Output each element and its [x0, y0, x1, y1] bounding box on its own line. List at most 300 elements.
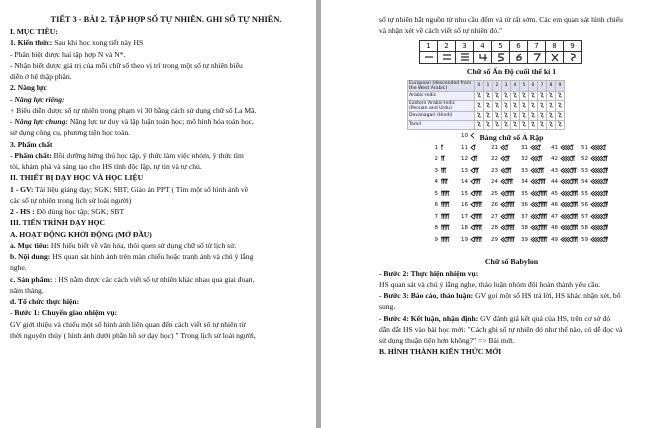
numeral-glyph-icon [539, 112, 545, 118]
text-run: Tài liệu giảng dạy; SGK; SBT; Giáo án PPT ( Tìm một số hình ảnh về [33, 184, 249, 194]
indian-glyph-cell [529, 91, 538, 100]
babylon-number-label: 55 [581, 190, 588, 197]
cuneiform-icon [470, 190, 488, 197]
indian-glyph-cell [538, 120, 547, 129]
indian-glyph-cell [529, 120, 538, 129]
numeral-glyph-icon [503, 121, 509, 127]
numeral-glyph-icon [530, 102, 536, 108]
indian-glyph-cell [538, 111, 547, 120]
babylon-numeral [519, 144, 548, 151]
text-line [10, 296, 308, 307]
numeral-glyph-icon [548, 102, 554, 108]
babylon-number-label: 38 [521, 225, 528, 231]
babylon-number-label: 44 [551, 179, 558, 185]
text-line [10, 71, 308, 82]
text-run: tòi, khám phá và sáng tạo cho HS tính độc lập, tự tin và tự chủ. [10, 162, 202, 171]
text-run: Bồi dưỡng hứng thú học tập, ý thức làm việc nhóm, ý thức tìm [51, 150, 244, 160]
indian-glyph-cell [547, 120, 556, 129]
babylon-numeral [429, 167, 458, 174]
babylon-number-label: 23 [491, 167, 498, 174]
cuneiform-icon [500, 155, 518, 162]
indian-glyph-cell [556, 100, 565, 111]
numeral-glyph-icon [485, 112, 491, 118]
indian-row [408, 100, 565, 111]
primitive-digit-table [419, 40, 582, 64]
text-line [10, 150, 308, 161]
indian-glyph-cell [475, 100, 484, 111]
text-run: c. Sản phẩm: [10, 274, 53, 284]
text-run: Đồ dùng học tập; SGK; SBT [34, 207, 125, 216]
cuneiform-icon [500, 167, 518, 174]
babylon-numeral [489, 155, 518, 162]
indian-glyph-cell [475, 91, 484, 100]
babylon-number-label: 34 [521, 179, 528, 185]
indian-row [408, 120, 565, 129]
cuneiform-icon [500, 201, 518, 208]
babylon-numeral [549, 155, 578, 162]
text-line [10, 127, 308, 138]
text-run: sung. [379, 302, 396, 312]
cuneiform-icon [530, 190, 548, 197]
babylon-numeral [459, 224, 488, 231]
indian-glyph-cell [484, 120, 493, 129]
babylon-number-label: 3 [434, 167, 438, 174]
text-run: HS hiểu biết về văn hóa, thói quen sử dụng chữ số từ lịch sử. [49, 240, 237, 250]
cuneiform-icon [440, 178, 458, 185]
digit-glyph-cell [492, 51, 510, 63]
text-line [10, 26, 308, 37]
text-run: sử dụng công cụ, phương tiện học toán. [10, 128, 131, 138]
babylon-numeral [519, 167, 548, 174]
cuneiform-icon [590, 155, 608, 162]
indian-glyph-cell [475, 120, 484, 129]
text-line [10, 319, 308, 330]
digit-number-cell: 8 [546, 40, 564, 51]
numeral-glyph-icon [485, 121, 491, 127]
indian-header-cell: European (descended from the West Arabic) [408, 80, 475, 91]
digit-glyph-row [420, 51, 582, 63]
babylon-numeral [459, 201, 488, 208]
babylon-number-label: 2 [434, 156, 438, 162]
babylon-numeral [549, 201, 578, 208]
text-line [379, 335, 644, 346]
babylon-number-label: 53 [581, 167, 588, 174]
indian-glyph-cell [493, 111, 502, 120]
babylon-numeral [489, 167, 518, 174]
digit-glyph-cell [474, 51, 492, 63]
cuneiform-icon [500, 236, 518, 243]
babylon-numeral [549, 213, 578, 220]
indian-header-cell: 5 [520, 80, 529, 91]
babylon-numeral [489, 190, 518, 197]
indian-glyph-cell [556, 111, 565, 120]
babylon-numeral [459, 132, 488, 139]
text-line [379, 279, 644, 290]
digit-glyph-cell [528, 51, 546, 63]
digit-glyph-cell [420, 51, 438, 63]
cuneiform-icon [590, 167, 608, 174]
cuneiform-icon [470, 236, 488, 243]
cuneiform-icon [560, 201, 578, 208]
text-run: HS quan sát và chú ý lắng nghe, thảo luận nhóm đôi hoàn thành yêu cầu. [379, 279, 601, 289]
cuneiform-icon [440, 190, 458, 197]
text-run: nghe. [10, 263, 27, 273]
indian-glyph-cell [556, 120, 565, 129]
numeral-glyph-icon [557, 92, 563, 98]
babylon-number-label: 48 [551, 225, 558, 231]
cuneiform-icon [440, 144, 458, 151]
babylon-number-label: 57 [581, 213, 588, 220]
numeral-glyph-icon [548, 92, 554, 98]
indian-glyph-cell [547, 91, 556, 100]
numeral-glyph-icon [521, 112, 527, 118]
babylon-numeral [429, 178, 458, 185]
indian-header-cell: 7 [538, 80, 547, 91]
indian-glyph-cell [520, 100, 529, 111]
cuneiform-icon [500, 190, 518, 197]
babylon-numeral [519, 213, 548, 220]
text-line [379, 290, 644, 301]
indian-row-label: Arabic-Indic [408, 91, 475, 100]
babylon-number-label: 24 [491, 179, 498, 185]
babylon-numeral [519, 236, 548, 243]
text-run: diễn ở hệ thập phân. [10, 72, 72, 81]
text-run: b. Nội dung: [10, 252, 51, 261]
digit-number-cell: 5 [492, 40, 510, 51]
cuneiform-icon [560, 144, 578, 151]
text-run: Sau khi học xong tiết này HS [52, 38, 144, 48]
text-line [10, 262, 308, 273]
text-line [379, 346, 644, 357]
digit-number-cell: 4 [474, 40, 492, 51]
indian-row [408, 111, 565, 120]
text-line [10, 184, 308, 195]
cuneiform-icon [530, 224, 548, 231]
babylon-number-label: 17 [461, 213, 468, 220]
indian-glyph-cell [556, 91, 565, 100]
numeral-glyph-icon [503, 92, 509, 98]
ancient-digit-icon [441, 52, 453, 63]
indian-glyph-cell [502, 91, 511, 100]
babylon-number-label: 33 [521, 167, 528, 174]
digit-number-cell: 1 [420, 40, 438, 51]
indian-glyph-cell [502, 111, 511, 120]
babylon-numeral [519, 224, 548, 231]
text-run: - Năng lực chung: [10, 117, 68, 126]
text-run: thời nguyên thủy ( hình ảnh dưới phần hồ sơ dạy học) " Trong lịch sử loài người, [10, 330, 256, 340]
numeral-glyph-icon [485, 92, 491, 98]
text-line [379, 324, 644, 335]
numeral-glyph-icon [503, 112, 509, 118]
cuneiform-icon [560, 224, 578, 231]
text-run: - Phân biệt được hai tập hợp N và N*. [10, 49, 126, 59]
cuneiform-icon [440, 224, 458, 231]
babylon-number-label: 35 [521, 190, 528, 197]
text-run: d. Tổ chức thực hiện: [10, 297, 80, 306]
cuneiform-icon [590, 201, 608, 208]
cuneiform-icon [500, 213, 518, 220]
indian-header-cell: 4 [511, 80, 520, 91]
cuneiform-icon [560, 190, 578, 197]
numeral-glyph-icon [476, 102, 482, 108]
numeral-glyph-icon [521, 92, 527, 98]
text-line [10, 285, 308, 296]
numeral-glyph-icon [476, 112, 482, 118]
babylon-numeral [519, 178, 548, 185]
numeral-glyph-icon [539, 121, 545, 127]
indian-header-row [408, 80, 565, 91]
numeral-glyph-icon [521, 121, 527, 127]
text-line [10, 229, 308, 240]
text-line [10, 307, 308, 318]
babylon-numeral [429, 236, 458, 243]
cuneiform-icon [470, 201, 488, 208]
numeral-glyph-icon [494, 102, 500, 108]
indian-row-label: Devanagari (Hindi) [408, 111, 475, 120]
numeral-glyph-icon [512, 121, 518, 127]
babylon-number-label: 32 [521, 156, 528, 162]
cuneiform-icon [470, 155, 488, 162]
babylon-number-label: 29 [491, 236, 498, 243]
text-line [10, 60, 308, 71]
indian-glyph-cell [538, 91, 547, 100]
numeral-glyph-icon [557, 102, 563, 108]
indian-glyph-cell [529, 111, 538, 120]
text-run: B. HÌNH THÀNH KIẾN THỨC MỚI [379, 347, 502, 357]
text-line [10, 37, 308, 48]
babylon-number-label: 56 [581, 202, 588, 208]
numeral-glyph-icon [521, 102, 527, 108]
ancient-digit-icon [567, 52, 579, 63]
cuneiform-icon [440, 155, 458, 162]
cuneiform-icon [590, 144, 608, 151]
text-line [10, 251, 308, 262]
cuneiform-icon [470, 213, 488, 220]
numeral-glyph-icon [476, 92, 482, 98]
document-page-left [0, 0, 316, 428]
text-run: - Bước 4: Kết luận, nhận định: [379, 313, 479, 323]
ancient-digit-icon [423, 52, 435, 63]
babylon-number-label: 28 [491, 225, 498, 231]
text-run: II. THIẾT BỊ DẠY HỌC VÀ HỌC LIỆU [10, 173, 144, 183]
text-run: HS quan sát hình ảnh trên màn chiếu hoặc tranh ảnh và chú ý lắng [50, 252, 254, 261]
cuneiform-icon [470, 224, 488, 231]
babylon-number-label: 52 [581, 156, 588, 162]
indian-glyph-cell [502, 100, 511, 111]
right-body [379, 268, 644, 358]
indian-glyph-cell [484, 91, 493, 100]
text-line [10, 105, 308, 116]
babylon-number-label: 49 [551, 236, 558, 243]
text-run: GV giới thiệu và chiếu một số hình ảnh liên quan đến cách viết số tự nhiên từ [10, 319, 246, 329]
babylon-number-label: 19 [461, 236, 468, 243]
digit-number-cell: 3 [456, 40, 474, 51]
babylon-numeral [579, 213, 608, 220]
babylon-numeral [459, 178, 488, 185]
lesson-title: TIẾT 3 - BÀI 2. TẬP HỢP SỐ TỰ NHIÊN. GHI SỐ TỰ NHIÊN. [50, 15, 282, 24]
cuneiform-icon [500, 144, 518, 151]
ancient-digit-icon [549, 52, 561, 63]
babylon-numeral [459, 144, 488, 151]
babylon-number-label: 22 [491, 156, 498, 162]
text-run: A. HOẠT ĐỘNG KHỞI ĐỘNG (MỞ ĐẦU) [10, 229, 152, 239]
babylon-numeral [429, 224, 458, 231]
cuneiform-icon [530, 167, 548, 174]
text-run: 2 - HS : [10, 207, 35, 216]
babylon-numeral [459, 167, 488, 174]
cuneiform-icon [530, 236, 548, 243]
babylon-numeral [459, 190, 488, 197]
indian-glyph-cell [511, 100, 520, 111]
digit-number-row [420, 40, 582, 51]
indian-header-cell: 8 [547, 80, 556, 91]
babylon-number-label: 58 [581, 225, 588, 231]
document-page-right [321, 0, 650, 428]
cuneiform-icon [530, 178, 548, 185]
babylon-number-label: 37 [521, 213, 528, 220]
text-run: 3. Phẩm chất [10, 139, 53, 149]
numeral-glyph-icon [494, 112, 500, 118]
babylon-numeral [429, 190, 458, 197]
numeral-glyph-icon [512, 112, 518, 118]
text-line [10, 206, 308, 217]
text-line [10, 172, 308, 183]
babylon-numeral [489, 213, 518, 220]
babylon-numeral [579, 190, 608, 197]
text-run: + Biểu diễn được số tự nhiên trong phạm vi 30 bằng cách sử dụng chữ số La Mã. [10, 105, 257, 115]
babylon-number-label: 42 [551, 156, 558, 162]
text-line [10, 49, 308, 60]
babylon-numeral [489, 178, 518, 185]
numeral-glyph-icon [494, 92, 500, 98]
text-line [10, 274, 308, 285]
digit-number-cell: 7 [528, 40, 546, 51]
ancient-digit-icon [495, 52, 507, 63]
babylon-number-label: 31 [521, 144, 528, 151]
indian-glyph-cell [538, 100, 547, 111]
indian-glyph-cell [511, 120, 520, 129]
babylon-number-label: 12 [461, 156, 468, 162]
babylon-number-label: 26 [491, 202, 498, 208]
text-run: 2. Năng lực [10, 83, 47, 93]
text-line [10, 116, 308, 127]
cuneiform-icon [560, 178, 578, 185]
text-line [10, 161, 308, 172]
digit-number-cell: 9 [564, 40, 582, 51]
cuneiform-icon [590, 190, 608, 197]
babylon-numeral [549, 190, 578, 197]
babylon-number-label: 39 [521, 236, 528, 243]
babylon-numeral [579, 144, 608, 151]
numeral-glyph-icon [503, 102, 509, 108]
intro-line: số tự nhiên bắt nguồn từ nhu cầu đếm và từ rất sớm. Các em quan sát hình chiếu [379, 15, 623, 24]
babylon-numeral [519, 201, 548, 208]
babylon-number-label: 9 [434, 236, 438, 243]
babylon-number-label: 7 [434, 213, 438, 220]
text-run: - Bước 2: Thực hiện nhiệm vụ: [379, 268, 479, 278]
text-run: Năng lực tư duy và lập luận toán học; mô hình hóa toán học, [67, 117, 254, 126]
indian-glyph-cell [511, 111, 520, 120]
indian-glyph-cell [520, 91, 529, 100]
numeral-glyph-icon [539, 92, 545, 98]
babylon-numeral [489, 201, 518, 208]
cuneiform-icon [590, 213, 608, 220]
text-run: a. Mục tiêu: [10, 240, 50, 250]
indian-row-label: Eastern Arabic-Indic (Persian and Urdu) [408, 100, 475, 111]
cuneiform-icon [590, 224, 608, 231]
babylon-numeral [489, 224, 518, 231]
babylon-number-label: 21 [491, 144, 498, 151]
babylon-numeral [489, 236, 518, 243]
indian-glyph-cell [475, 111, 484, 120]
indian-header-cell: 2 [493, 80, 502, 91]
text-line [379, 268, 644, 279]
digit-glyph-cell [510, 51, 528, 63]
babylon-number-label: 25 [491, 190, 498, 197]
babylon-numeral [459, 213, 488, 220]
ancient-digit-icon [459, 52, 471, 63]
indian-row-label: Tamil [408, 120, 475, 129]
cuneiform-icon [530, 155, 548, 162]
ancient-digit-icon [513, 52, 525, 63]
indian-glyph-cell [547, 100, 556, 111]
cuneiform-icon [470, 178, 488, 185]
text-line [379, 301, 644, 312]
text-run: các số tự nhiên trong lịch sử loài người) [10, 195, 132, 205]
numeral-glyph-icon [512, 102, 518, 108]
text-line [379, 313, 644, 324]
babylon-numeral [579, 178, 608, 185]
text-run: - Nhận biết được giá trị của mỗi chữ số theo vị trí trong một số tự nhiên biểu [10, 60, 243, 70]
cuneiform-icon [560, 236, 578, 243]
babylon-numeral [549, 144, 578, 151]
text-run: - Bước 1: Chuyển giao nhiệm vụ: [10, 308, 118, 318]
text-line [10, 82, 308, 93]
text-run: I. MỤC TIÊU: [10, 27, 58, 36]
cuneiform-icon [470, 132, 488, 139]
left-body [10, 26, 308, 341]
babylon-number-label: 14 [461, 179, 468, 185]
babylon-numeral [429, 155, 458, 162]
text-line [10, 195, 308, 206]
babylon-number-label: 15 [461, 190, 468, 197]
cuneiform-icon [530, 213, 548, 220]
numeral-glyph-icon [485, 102, 491, 108]
numeral-glyph-icon [548, 112, 554, 118]
babylon-numeral [549, 224, 578, 231]
cuneiform-icon [530, 144, 548, 151]
text-line [10, 240, 308, 251]
babylon-numeral [429, 144, 458, 151]
cuneiform-icon [500, 224, 518, 231]
indian-glyph-cell [511, 91, 520, 100]
ancient-digit-icon [531, 52, 543, 63]
numeral-glyph-icon [557, 121, 563, 127]
indian-glyph-cell [493, 100, 502, 111]
babylon-number-label: 54 [581, 179, 588, 185]
babylon-numeral [579, 224, 608, 231]
babylon-number-label: 27 [491, 213, 498, 220]
text-run: năm tháng. [10, 285, 44, 295]
text-run: 1 - GV: [10, 184, 34, 194]
indian-glyph-cell [529, 100, 538, 111]
babylon-number-label: 46 [551, 202, 558, 208]
cuneiform-icon [560, 167, 578, 174]
text-run: GV gọi một số HS trả lời, HS khác nhận xét, bổ [473, 291, 621, 300]
indian-header-cell: 0 [475, 80, 484, 91]
numeral-glyph-icon [476, 121, 482, 127]
text-run: - Năng lực riêng: [10, 94, 65, 104]
